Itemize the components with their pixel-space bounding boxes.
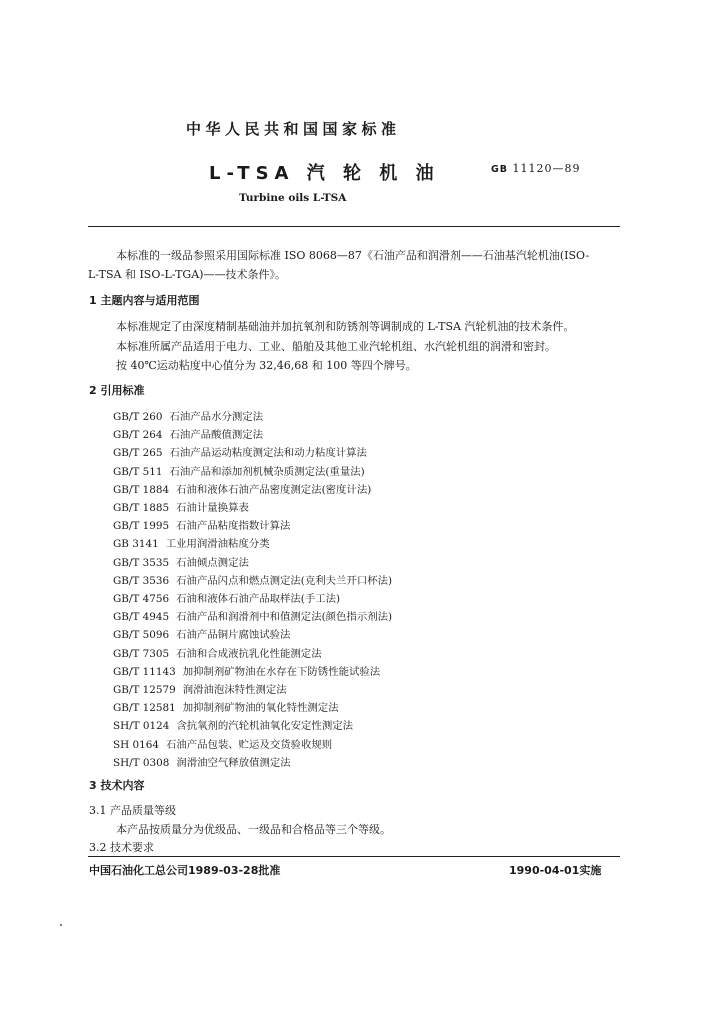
standard-number	[491, 162, 581, 175]
reference-code: SH/T 0308	[113, 756, 170, 769]
reference-code: SH/T 0124	[113, 720, 170, 733]
national-standard-heading: 中华人民共和国国家标准	[186, 120, 401, 138]
reference-item	[113, 554, 249, 569]
reference-title: 加抑制剂矿物油的氧化特性测定法	[182, 702, 339, 715]
reference-item	[113, 754, 291, 769]
reference-item	[113, 590, 340, 605]
reference-code: GB 3141	[113, 538, 159, 551]
section-1-para-2: 本标准所属产品适用于电力、工业、船舶及其他工业汽轮机组、水汽轮机组的润滑和密封。	[116, 340, 556, 353]
footer-rule	[88, 856, 620, 857]
header-rule	[88, 226, 620, 227]
reference-item	[113, 408, 263, 423]
reference-title: 石油计量换算表	[176, 502, 249, 514]
reference-title: 石油产品和润滑剂中和值测定法(颜色指示剂法)	[176, 611, 393, 624]
reference-item	[113, 517, 290, 532]
reference-code: GB/T 4945	[113, 611, 170, 624]
reference-code: GB/T 264	[113, 429, 163, 442]
reference-title: 加抑制剂矿物油在水存在下防锈性能试验法	[182, 665, 381, 678]
standard-prefix: GB	[491, 164, 509, 175]
effective-date: 1990-04-01实施	[509, 864, 602, 877]
reference-code: GB/T 265	[113, 447, 163, 460]
reference-item	[113, 681, 287, 696]
standard-number-value: 11120—89	[512, 162, 581, 175]
scan-speck	[60, 924, 62, 926]
section-1-para-1: 本标准规定了由深度精制基础油并加抗氧剂和防锈剂等调制成的 L-TSA 汽轮机油的技术条件。	[116, 320, 575, 333]
reference-title: 石油产品铜片腐蚀试验法	[176, 629, 291, 642]
reference-item	[113, 626, 290, 641]
reference-title: 润滑油空气释放值测定法	[176, 756, 291, 769]
reference-code: SH 0164	[113, 738, 159, 751]
reference-item	[113, 736, 332, 751]
reference-code: GB/T 511	[113, 465, 163, 478]
reference-title: 润滑油泡沫特性测定法	[182, 684, 287, 696]
reference-item	[113, 444, 367, 459]
reference-code: GB/T 12579	[113, 684, 176, 696]
subsection-3-1-heading: 3.1 产品质量等级	[89, 804, 176, 817]
reference-title: 石油产品水分测定法	[169, 411, 264, 423]
reference-title: 石油产品酸值测定法	[169, 429, 264, 442]
reference-code: GB/T 11143	[113, 665, 176, 678]
reference-title: 石油和合成液抗乳化性能测定法	[176, 647, 322, 660]
reference-code: GB/T 5096	[113, 629, 170, 642]
subsection-3-1-text: 本产品按质量分为优级品、一级品和合格品等三个等级。	[116, 823, 391, 836]
approval-date: 中国石油化工总公司1989-03-28批准	[89, 864, 281, 877]
reference-item	[113, 535, 270, 550]
reference-title: 石油和液体石油产品取样法(手工法)	[176, 593, 341, 605]
reference-item	[113, 463, 365, 478]
reference-code: GB/T 1995	[113, 520, 170, 533]
reference-title: 石油产品运动粘度测定法和动力粘度计算法	[169, 447, 367, 460]
reference-title: 石油产品包装、贮运及交货验收规则	[165, 738, 333, 751]
reference-title: 石油产品粘度指数计算法	[176, 520, 291, 533]
reference-code: GB/T 1884	[113, 483, 170, 496]
reference-item	[113, 426, 263, 441]
reference-title: 石油产品和添加剂机械杂质测定法(重量法)	[169, 465, 365, 478]
reference-code: GB/T 3535	[113, 556, 170, 569]
section-1-para-3: 按 40℃运动粘度中心值分为 32,46,68 和 100 等四个牌号。	[116, 359, 417, 372]
reference-title: 工业用润滑油粘度分类	[165, 538, 270, 551]
reference-item	[113, 499, 249, 514]
reference-code: GB/T 1885	[113, 502, 170, 514]
reference-item	[113, 699, 339, 714]
reference-item	[113, 481, 371, 496]
section-3-heading: 3 技术内容	[89, 779, 145, 792]
reference-item	[113, 645, 322, 660]
reference-title: 含抗氧剂的汽轮机油氧化安定性测定法	[176, 720, 353, 733]
reference-item	[113, 572, 392, 587]
reference-code: GB/T 260	[113, 411, 163, 423]
reference-code: GB/T 4756	[113, 593, 170, 605]
document-title-english: Turbine oils L-TSA	[239, 192, 347, 204]
intro-line-1: 本标准的一级品参照采用国际标准 ISO 8068—87《石油产品和润滑剂——石油基汽轮机油(ISO-	[116, 249, 590, 262]
reference-title: 石油产品闪点和燃点测定法(克利夫兰开口杯法)	[176, 574, 393, 587]
subsection-3-2-heading: 3.2 技术要求	[89, 841, 154, 854]
reference-code: GB/T 12581	[113, 702, 176, 715]
reference-item	[113, 663, 380, 678]
section-1-heading: 1 主题内容与适用范围	[89, 294, 200, 307]
reference-title: 石油倾点测定法	[176, 556, 249, 569]
section-2-heading: 2 引用标准	[89, 384, 145, 397]
reference-title: 石油和液体石油产品密度测定法(密度计法)	[176, 483, 372, 496]
reference-code: GB/T 3536	[113, 574, 170, 587]
reference-item	[113, 608, 392, 623]
reference-item	[113, 717, 353, 732]
intro-line-2: L-TSA 和 ISO-L-TGA)——技术条件》。	[88, 268, 286, 281]
document-title: L-TSA 汽 轮 机 油	[209, 163, 440, 184]
reference-code: GB/T 7305	[113, 647, 170, 660]
